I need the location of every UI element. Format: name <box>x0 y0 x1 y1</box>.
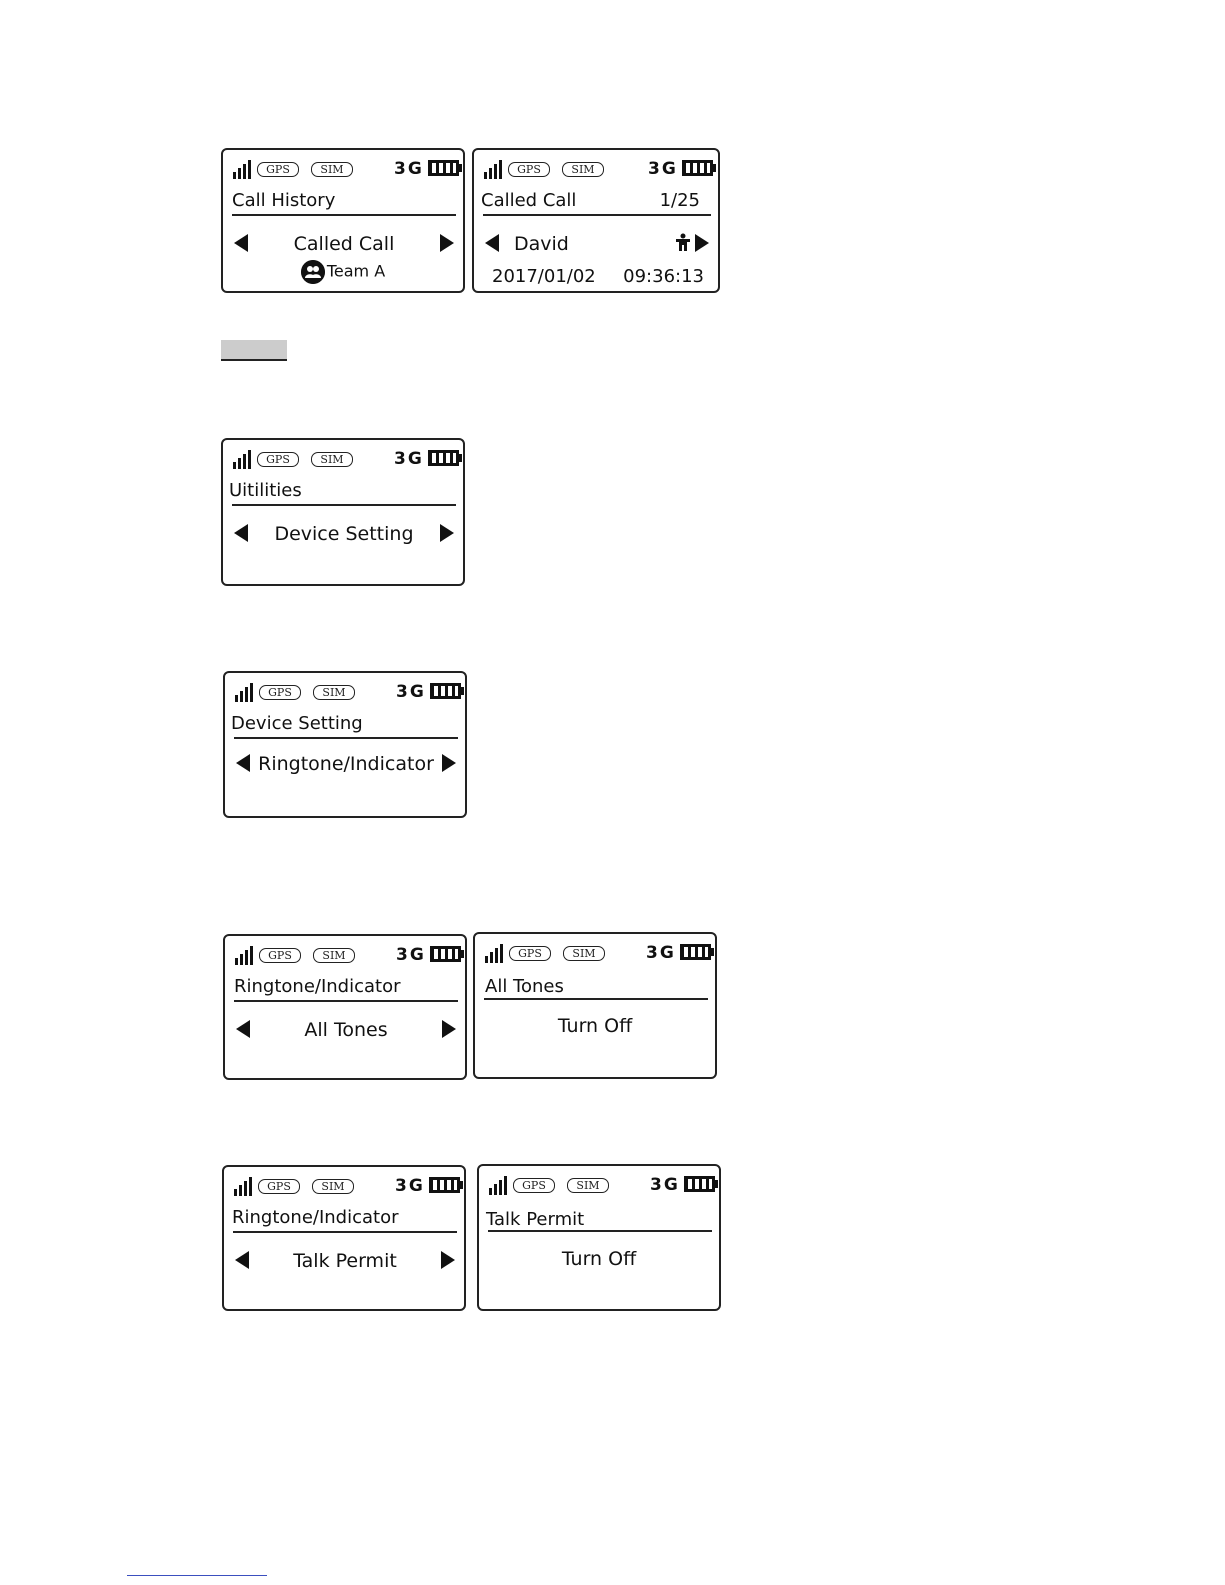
lcd-screen-call-history <box>221 148 465 293</box>
footer-link-line <box>127 1575 267 1576</box>
call-date: 2017/01/02 <box>492 266 596 287</box>
sim-indicator: SIM <box>563 946 605 961</box>
network-indicator: 3G <box>396 945 426 965</box>
menu-option: All Tones <box>304 1019 388 1041</box>
menu-option: Talk Permit <box>293 1250 397 1272</box>
status-bar <box>488 1173 712 1195</box>
setting-value: Turn Off <box>557 1015 633 1037</box>
sim-indicator: SIM <box>311 162 353 177</box>
sim-indicator: SIM <box>313 948 355 963</box>
status-bar <box>232 447 456 469</box>
sim-indicator: SIM <box>567 1178 609 1193</box>
right-arrow-icon <box>440 234 454 252</box>
lcd-screen-utilities <box>221 438 465 586</box>
signal-icon <box>233 1177 253 1197</box>
lcd-screen-ringtone-all-tones <box>223 934 467 1080</box>
right-arrow-icon <box>442 1020 456 1038</box>
lcd-screen-ringtone-talk-permit <box>222 1165 466 1311</box>
status-bar <box>234 943 458 965</box>
status-bar <box>232 157 456 179</box>
title-divider <box>484 998 708 1000</box>
network-indicator: 3G <box>646 943 676 963</box>
signal-icon <box>232 450 252 470</box>
signal-icon <box>234 946 254 966</box>
left-arrow-icon <box>485 234 499 252</box>
person-icon <box>674 233 692 251</box>
sim-indicator: SIM <box>312 1179 354 1194</box>
screen-title: Ringtone/Indicator <box>232 1207 399 1228</box>
title-divider <box>233 1231 457 1233</box>
gps-indicator: GPS <box>259 685 301 700</box>
screen-title: Ringtone/Indicator <box>234 976 401 997</box>
right-arrow-icon <box>440 524 454 542</box>
group-icon <box>301 260 325 284</box>
sim-indicator: SIM <box>562 162 604 177</box>
screen-title: Talk Permit <box>486 1209 585 1230</box>
screen-title: Uitilities <box>229 480 302 501</box>
status-bar <box>484 941 708 963</box>
gps-indicator: GPS <box>513 1178 555 1193</box>
contact-name: David <box>514 233 569 255</box>
call-time: 09:36:13 <box>623 266 704 287</box>
battery-icon <box>428 1176 464 1194</box>
left-arrow-icon <box>236 754 250 772</box>
status-bar <box>234 680 458 702</box>
screen-title: Device Setting <box>231 713 363 734</box>
setting-value: Turn Off <box>561 1248 637 1270</box>
battery-icon <box>427 159 463 177</box>
title-divider <box>232 214 456 216</box>
right-arrow-icon <box>695 234 709 252</box>
lcd-screen-device-setting <box>223 671 467 818</box>
menu-option: Ringtone/Indicator <box>258 753 434 775</box>
gps-indicator: GPS <box>257 452 299 467</box>
network-indicator: 3G <box>394 159 424 179</box>
left-arrow-icon <box>234 524 248 542</box>
title-divider <box>483 214 711 216</box>
gps-indicator: GPS <box>258 1179 300 1194</box>
screen-title: All Tones <box>485 976 564 997</box>
signal-icon <box>484 944 504 964</box>
network-indicator: 3G <box>394 449 424 469</box>
gps-indicator: GPS <box>257 162 299 177</box>
sim-indicator: SIM <box>313 685 355 700</box>
right-arrow-icon <box>442 754 456 772</box>
team-label: Team A <box>326 261 386 281</box>
gps-indicator: GPS <box>259 948 301 963</box>
signal-icon <box>234 683 254 703</box>
title-divider <box>488 1230 712 1232</box>
network-indicator: 3G <box>648 159 678 179</box>
network-indicator: 3G <box>396 682 426 702</box>
menu-option: Called Call <box>293 233 395 255</box>
left-arrow-icon <box>235 1251 249 1269</box>
sim-indicator: SIM <box>311 452 353 467</box>
status-bar <box>233 1174 457 1196</box>
signal-icon <box>488 1176 508 1196</box>
lcd-screen-talk-permit <box>477 1164 721 1311</box>
network-indicator: 3G <box>395 1176 425 1196</box>
title-divider <box>234 1000 458 1002</box>
signal-icon <box>483 160 503 180</box>
battery-icon <box>679 943 715 961</box>
title-divider <box>232 504 456 506</box>
title-divider <box>234 737 458 739</box>
screen-title: Call History <box>232 190 336 211</box>
signal-icon <box>232 160 252 180</box>
highlight-bar <box>221 340 287 361</box>
battery-icon <box>429 682 465 700</box>
battery-icon <box>427 449 463 467</box>
status-bar <box>483 157 711 179</box>
record-counter: 1/25 <box>659 190 700 211</box>
left-arrow-icon <box>234 234 248 252</box>
gps-indicator: GPS <box>509 946 551 961</box>
battery-icon <box>429 945 465 963</box>
right-arrow-icon <box>441 1251 455 1269</box>
menu-option: Device Setting <box>274 523 414 545</box>
team-row <box>223 260 463 284</box>
lcd-screen-called-call <box>472 148 720 293</box>
battery-icon <box>683 1175 719 1193</box>
battery-icon <box>681 159 717 177</box>
gps-indicator: GPS <box>508 162 550 177</box>
lcd-screen-all-tones <box>473 932 717 1079</box>
screen-title: Called Call <box>481 190 577 211</box>
network-indicator: 3G <box>650 1175 680 1195</box>
left-arrow-icon <box>236 1020 250 1038</box>
